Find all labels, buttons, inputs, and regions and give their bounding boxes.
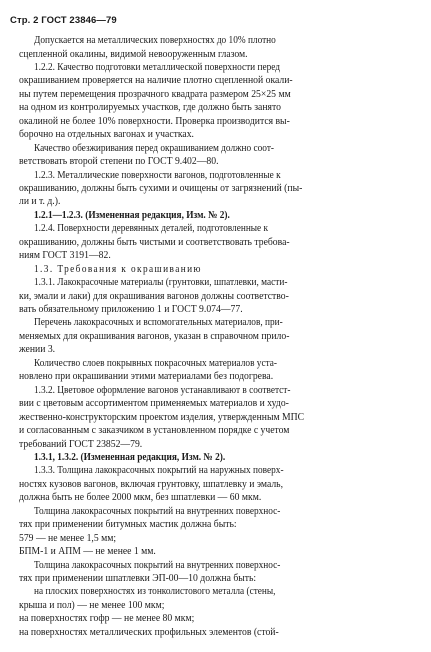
text-line: вать обязательному приложению 1 и ГОСТ 9.074—77. — [19, 304, 243, 315]
text-line: ниям ГОСТ 3191—82. — [19, 250, 111, 262]
text-line: должна быть не более 2000 мкм, без шпатлевки — 60 мкм. — [19, 492, 262, 504]
text-line: на поверхностях металлических профильных элементов (стой- — [19, 626, 279, 638]
text-line: жественно-конструкторским проектом изделия, утвержденным МПС — [19, 411, 305, 423]
text-line: на плоских поверхностях из тонколистового металла (стены, — [34, 586, 276, 598]
amendment-note: 1.3.1, 1.3.2. (Измененная редакция, Изм. № 2). — [34, 451, 226, 463]
text-line: ны путем перемещения прозрачного квадрата размером 25×25 мм — [19, 88, 291, 100]
text-line: крыша и пол) — не менее 100 мкм; — [19, 599, 165, 611]
text-line: окрашиванием проверяется на наличие плотно сцепленной окали- — [19, 75, 293, 87]
text-line: Толщина лакокрасочных покрытий на внутренних поверхнос- — [34, 559, 281, 571]
text-line: 1.2.3. Металлические поверхности вагонов, подготовленные к — [34, 169, 281, 181]
text-line: окрашиванию, должны быть сухими и очищены от загрязнений (пы- — [19, 182, 303, 194]
text-line: Допускается на металлических поверхностях до 10% плотно — [34, 35, 276, 46]
text-line: ли и т. д.). — [19, 196, 61, 208]
section-heading: 1.3. Требования к окрашиванию — [34, 263, 202, 275]
text-line: окалиной не более 10% поверхности. Проверка производится вы- — [19, 115, 290, 127]
text-line: новлено при окрашивании этими материалами без подогрева. — [19, 371, 274, 383]
amendment-note: 1.2.1—1.2.3. (Измененная редакция, Изм. № 2). — [34, 209, 230, 221]
text-line: ки, эмали и лаки) для окрашивания вагонов должны соответство- — [19, 290, 289, 302]
text-line: 1.3.3. Толщина лакокрасочных покрытий на наружных поверх- — [34, 465, 284, 477]
text-line: тях при применении битумных мастик должна быть: — [19, 519, 237, 531]
text-line: и согласованным с заказчиком в установленном порядке с учетом — [19, 425, 290, 436]
text-line: окрашиванию, должны быть чистыми и соответствовать требова- — [19, 236, 290, 248]
text-line: ностях кузовов вагонов, включая грунтовку, шпатлевку и эмаль, — [19, 478, 284, 490]
text-line: жении 3. — [19, 344, 56, 356]
text-line: борочно на отдельных вагонах и участках. — [19, 129, 194, 141]
text-line: сцепленной окалины, видимой невооруженным глазом. — [19, 48, 248, 60]
text-line: 1.2.2. Качество подготовки металлической поверхности перед — [34, 61, 280, 73]
text-line: 1.2.4. Поверхности деревянных деталей, подготовленные к — [34, 223, 269, 235]
text-line: Количество слоев покрывных покрасочных материалов уста- — [34, 357, 278, 369]
text-line: Толщина лакокрасочных покрытий на внутренних поверхнос- — [34, 505, 281, 517]
text-line: меняемых для окрашивания вагонов, указан в справочном прило- — [19, 330, 290, 342]
text-line: 1.3.2. Цветовое оформление вагонов устанавливают в соответст- — [34, 384, 291, 396]
text-line: ветствовать второй степени по ГОСТ 9.402—80. — [19, 156, 219, 168]
text-line: на одном из контролируемых участков, где должно быть занято — [19, 102, 281, 114]
page-header: Стр. 2 ГОСТ 23846—79 — [10, 15, 117, 26]
text-line: 1.3.1. Лакокрасочные материалы (грунтовки, шпатлевки, масти- — [34, 277, 288, 289]
text-line: вии с цветовым ассортиментом применяемых материалов и худо- — [19, 398, 289, 410]
text-line: 579 — не менее 1,5 мм; — [19, 532, 117, 544]
text-line: тях при применении шпатлевки ЭП-00—10 должна быть: — [19, 573, 257, 584]
text-line: БПМ-1 и АПМ — не менее 1 мм. — [19, 546, 156, 558]
text-line: Качество обезжиривания перед окрашиванием должно соот- — [34, 142, 275, 154]
text-line: на поверхностях гофр — не менее 80 мкм; — [19, 613, 195, 625]
text-line: Перечень лакокрасочных и вспомогательных материалов, при- — [34, 317, 283, 329]
text-line: требований ГОСТ 23852—79. — [19, 438, 143, 450]
